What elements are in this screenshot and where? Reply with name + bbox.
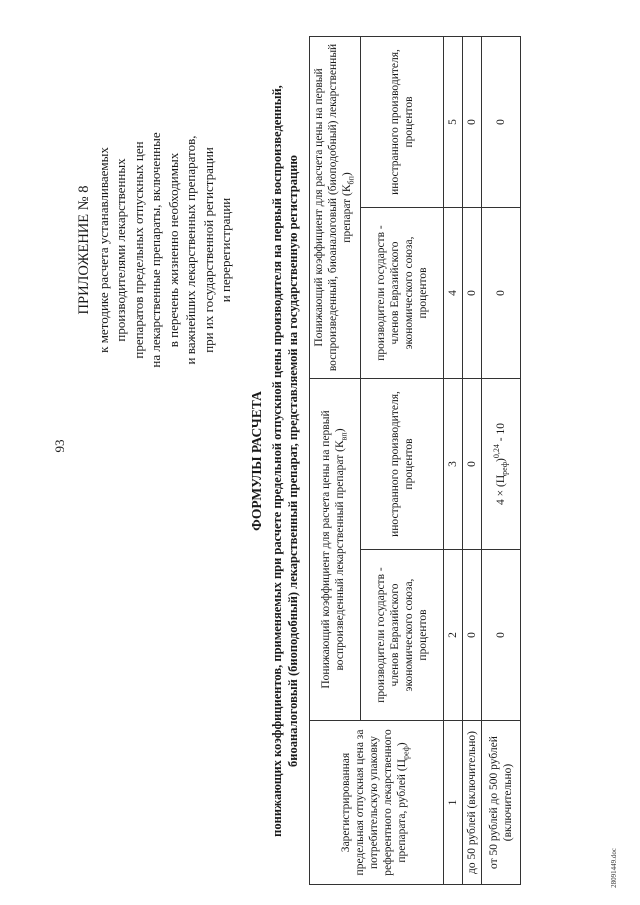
formula-subscript: реф: [499, 461, 509, 475]
column-number: 2: [443, 550, 462, 721]
appendix-line: на лекарственные препараты, включенные: [148, 132, 163, 368]
row-foreign-vp: 0: [462, 378, 481, 549]
formulas-title: ФОРМУЛЫ РАСЧЕТА: [248, 391, 264, 531]
table-row: [481, 36, 520, 884]
row-foreign-bp: 0: [481, 36, 520, 207]
rotated-page-content: [72, 37, 632, 885]
header-cell-vp-group: [309, 378, 360, 720]
document-id: 28091449.doc: [610, 848, 618, 888]
header-price-subscript: реф: [401, 746, 411, 760]
formula-close: ): [494, 458, 507, 462]
header-vp-subscript: вп: [338, 432, 348, 441]
appendix-line: к методике расчета устанавливаемых: [95, 147, 111, 353]
page-number: 93: [52, 439, 67, 453]
header-cell-price: [309, 721, 443, 885]
header-bp-close: ): [340, 172, 353, 177]
table-header-row: [309, 36, 360, 884]
row-eaeu-bp: 0: [481, 207, 520, 378]
appendix-line: препаратов предельных отпускных цен: [130, 141, 146, 359]
header-cell-bp-group: [309, 36, 360, 378]
formula-prefix: 4 × (Ц: [494, 474, 507, 505]
header-vp-text: Понижающий коэффициент для расчета цены на первый воспроизведенный лекарственный препарат (К: [319, 410, 346, 689]
column-number: 3: [443, 378, 462, 549]
appendix-line: производителями лекарственных: [113, 158, 128, 342]
row-eaeu-vp: 0: [481, 550, 520, 721]
row-eaeu-bp: 0: [462, 207, 481, 378]
appendix-block: [76, 65, 235, 435]
header-bp-text: Понижающий коэффициент для расчета цены на первый воспроизведенный, биоаналоговый (биоподобный) лекарственный препарат (К: [312, 43, 353, 372]
row-foreign-vp-formula: [481, 378, 520, 549]
appendix-line: и перерегистрации: [218, 197, 233, 303]
subheader-eaeu-vp: производители государств - членов Евразийского экономического союза, процентов: [360, 550, 443, 721]
header-vp-close: ): [333, 428, 346, 433]
subheader-foreign-bp: иностранного производителя, процентов: [360, 36, 443, 207]
header-price-text: Зарегистрированная предельная отпускная цена за потребительскую упаковку референтного лекарственного препарата, рублей (Ц: [340, 729, 408, 876]
column-number: 4: [443, 207, 462, 378]
row-price-range: от 50 рублей до 500 рублей (включительно): [481, 721, 520, 885]
coefficients-table: [309, 36, 521, 885]
column-number: 5: [443, 36, 462, 207]
appendix-line: в перечень жизненно необходимых: [165, 152, 181, 348]
formulas-subtitle: понижающих коэффициентов, применяемых при расчете предельной отпускной цены производителя на первый воспроизведенный, биоаналоговый (биоподобный) лекарственный препарат, представляемой на государственную регистрацию: [269, 85, 300, 837]
column-number: 1: [443, 721, 462, 885]
row-eaeu-vp: 0: [462, 550, 481, 721]
formula-suffix: - 10: [494, 423, 507, 445]
formula-exponent: 0,24: [491, 444, 501, 459]
row-price-range: до 50 рублей (включительно): [462, 721, 481, 885]
table-row: [462, 36, 481, 884]
row-foreign-bp: 0: [462, 36, 481, 207]
appendix-heading: ПРИЛОЖЕНИЕ № 8: [76, 185, 92, 315]
header-price-close: ): [396, 742, 408, 747]
appendix-line: и важнейших лекарственных препаратов,: [183, 135, 198, 365]
appendix-line: при их государственной регистрации: [200, 147, 216, 353]
subheader-eaeu-bp: производители государств - членов Евразийского экономического союза, процентов: [360, 207, 443, 378]
table-number-row: [443, 36, 462, 884]
header-bp-subscript: бп: [345, 176, 355, 185]
subheader-foreign-vp: иностранного производителя, процентов: [360, 378, 443, 549]
